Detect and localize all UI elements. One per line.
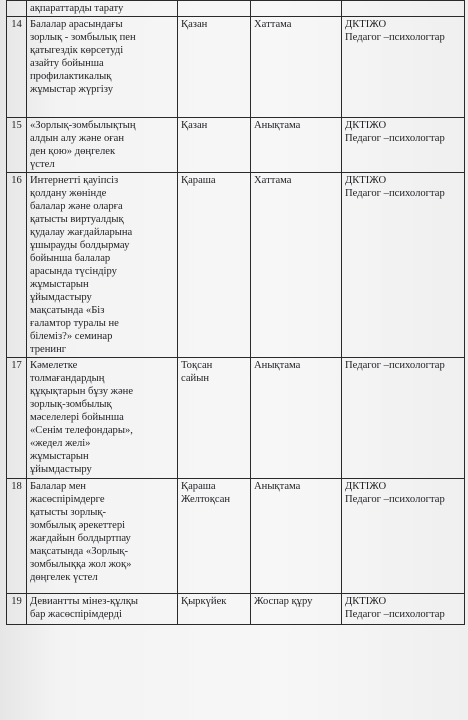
text-line: жасөспірімдерге bbox=[30, 494, 105, 505]
text-line: ұйымдастыру bbox=[30, 464, 92, 475]
text-line: бойынша балалар bbox=[30, 253, 111, 264]
table-row bbox=[7, 594, 465, 625]
text-line: Педагог –психологтар bbox=[345, 133, 445, 144]
text-line: арасында түсіндіру bbox=[30, 266, 117, 277]
text-line: профилактикалық bbox=[30, 71, 112, 82]
table-row bbox=[7, 479, 465, 594]
responsible-cell bbox=[342, 118, 465, 173]
text-line: Тоқсан bbox=[181, 360, 213, 371]
text-line: алдын алу және оған bbox=[30, 133, 124, 144]
text-line: мақсатында «Біз bbox=[30, 305, 105, 316]
text-line: «жедел желі» bbox=[30, 438, 91, 449]
completion-form-cell: Жоспар құру bbox=[251, 594, 342, 625]
deadline-cell: Қыркүйек bbox=[178, 594, 251, 625]
table-row bbox=[7, 1, 465, 17]
event-cell bbox=[27, 118, 178, 173]
deadline-cell bbox=[178, 1, 251, 17]
table-row bbox=[7, 173, 465, 358]
text-line: қолдану жөнінде bbox=[30, 188, 107, 199]
row-number: 14 bbox=[7, 17, 27, 118]
text-line: ДКТІЖО bbox=[345, 481, 387, 492]
text-line: ДКТІЖО bbox=[345, 596, 387, 607]
text-line: Қараша bbox=[181, 481, 216, 492]
text-line: үстел bbox=[30, 159, 55, 170]
deadline-cell: Қараша bbox=[178, 173, 251, 358]
deadline-cell: Қазан bbox=[178, 118, 251, 173]
completion-form-cell: Анықтама bbox=[251, 479, 342, 594]
text-line: Девиантты мінез-құлқы bbox=[30, 596, 138, 607]
responsible-cell bbox=[342, 17, 465, 118]
text-line: толмағандардың bbox=[30, 373, 105, 384]
text-line: азайту бойынша bbox=[30, 58, 104, 69]
text-line: Педагог –психологтар bbox=[345, 32, 445, 43]
plan-table bbox=[6, 0, 465, 625]
text-line: ДКТІЖО bbox=[345, 175, 387, 186]
text-line: ғаламтор туралы не bbox=[30, 318, 119, 329]
text-line: зомбылыққа жол жоқ» bbox=[30, 559, 132, 570]
table-row bbox=[7, 358, 465, 479]
completion-form-cell: Анықтама bbox=[251, 358, 342, 479]
text-line: ақпараттарды тарату bbox=[30, 3, 124, 14]
responsible-cell bbox=[342, 358, 465, 479]
text-line: Желтоқсан bbox=[181, 494, 231, 505]
event-cell bbox=[27, 594, 178, 625]
text-line: «Сенім телефондары», bbox=[30, 425, 133, 436]
text-line: ден қою» дөңгелек bbox=[30, 146, 116, 157]
text-line: Педагог –психологтар bbox=[345, 188, 445, 199]
text-line: құқықтарын бұзу және bbox=[30, 386, 134, 397]
text-line: жұмыстарын bbox=[30, 451, 89, 462]
text-line: тренинг bbox=[30, 344, 67, 355]
text-line: сайын bbox=[181, 373, 209, 384]
text-line: «Зорлық-зомбылықтың bbox=[30, 120, 136, 131]
text-line: зорлық-зомбылық bbox=[30, 399, 112, 410]
row-number: 15 bbox=[7, 118, 27, 173]
text-line: зомбылық әрекеттері bbox=[30, 520, 126, 531]
text-line: қатысты виртуалдық bbox=[30, 214, 124, 225]
completion-form-cell: Хаттама bbox=[251, 173, 342, 358]
text-line: Кәмелетке bbox=[30, 360, 78, 371]
deadline-cell bbox=[178, 358, 251, 479]
table-row bbox=[7, 118, 465, 173]
text-line: жұмыстарын bbox=[30, 279, 89, 290]
completion-form-cell bbox=[251, 1, 342, 17]
text-line: ұйымдастыру bbox=[30, 292, 92, 303]
completion-form-cell: Хаттама bbox=[251, 17, 342, 118]
text-line: дөңгелек үстел bbox=[30, 572, 98, 583]
text-line: Балалар арасындағы bbox=[30, 19, 123, 30]
text-line: Педагог –психологтар bbox=[345, 494, 445, 505]
text-line: ДКТІЖО bbox=[345, 19, 387, 30]
text-line: ұшырауды болдырмау bbox=[30, 240, 130, 251]
text-line: ДКТІЖО bbox=[345, 120, 387, 131]
deadline-cell: Қазан bbox=[178, 17, 251, 118]
text-line: білеміз?» семинар bbox=[30, 331, 113, 342]
responsible-cell bbox=[342, 479, 465, 594]
event-cell bbox=[27, 479, 178, 594]
text-line: Педагог –психологтар bbox=[345, 609, 445, 620]
text-line: бар жасөспірімдерді bbox=[30, 609, 122, 620]
text-line: жағдайын болдыртпау bbox=[30, 533, 131, 544]
event-cell bbox=[27, 358, 178, 479]
row-number: 17 bbox=[7, 358, 27, 479]
completion-form-cell: Анықтама bbox=[251, 118, 342, 173]
responsible-cell bbox=[342, 1, 465, 17]
event-cell bbox=[27, 1, 178, 17]
event-cell bbox=[27, 173, 178, 358]
row-number: 18 bbox=[7, 479, 27, 594]
text-line: балалар және оларға bbox=[30, 201, 123, 212]
row-number: 16 bbox=[7, 173, 27, 358]
deadline-cell bbox=[178, 479, 251, 594]
text-line: Педагог –психологтар bbox=[345, 360, 445, 371]
text-line: зорлық - зомбылық пен bbox=[30, 32, 136, 43]
text-line: мәселелері бойынша bbox=[30, 412, 124, 423]
row-number: 19 bbox=[7, 594, 27, 625]
text-line: қудалау жағдайларына bbox=[30, 227, 133, 238]
text-line: қатыгездік көрсетуді bbox=[30, 45, 124, 56]
text-line: жұмыстар жүргізу bbox=[30, 84, 114, 95]
text-line: Интернетті қауіпсіз bbox=[30, 175, 119, 186]
responsible-cell bbox=[342, 173, 465, 358]
responsible-cell bbox=[342, 594, 465, 625]
table-row bbox=[7, 17, 465, 118]
text-line: қатысты зорлық- bbox=[30, 507, 107, 518]
event-cell bbox=[27, 17, 178, 118]
text-line: мақсатында «Зорлық- bbox=[30, 546, 129, 557]
text-line: Балалар мен bbox=[30, 481, 86, 492]
row-number bbox=[7, 1, 27, 17]
